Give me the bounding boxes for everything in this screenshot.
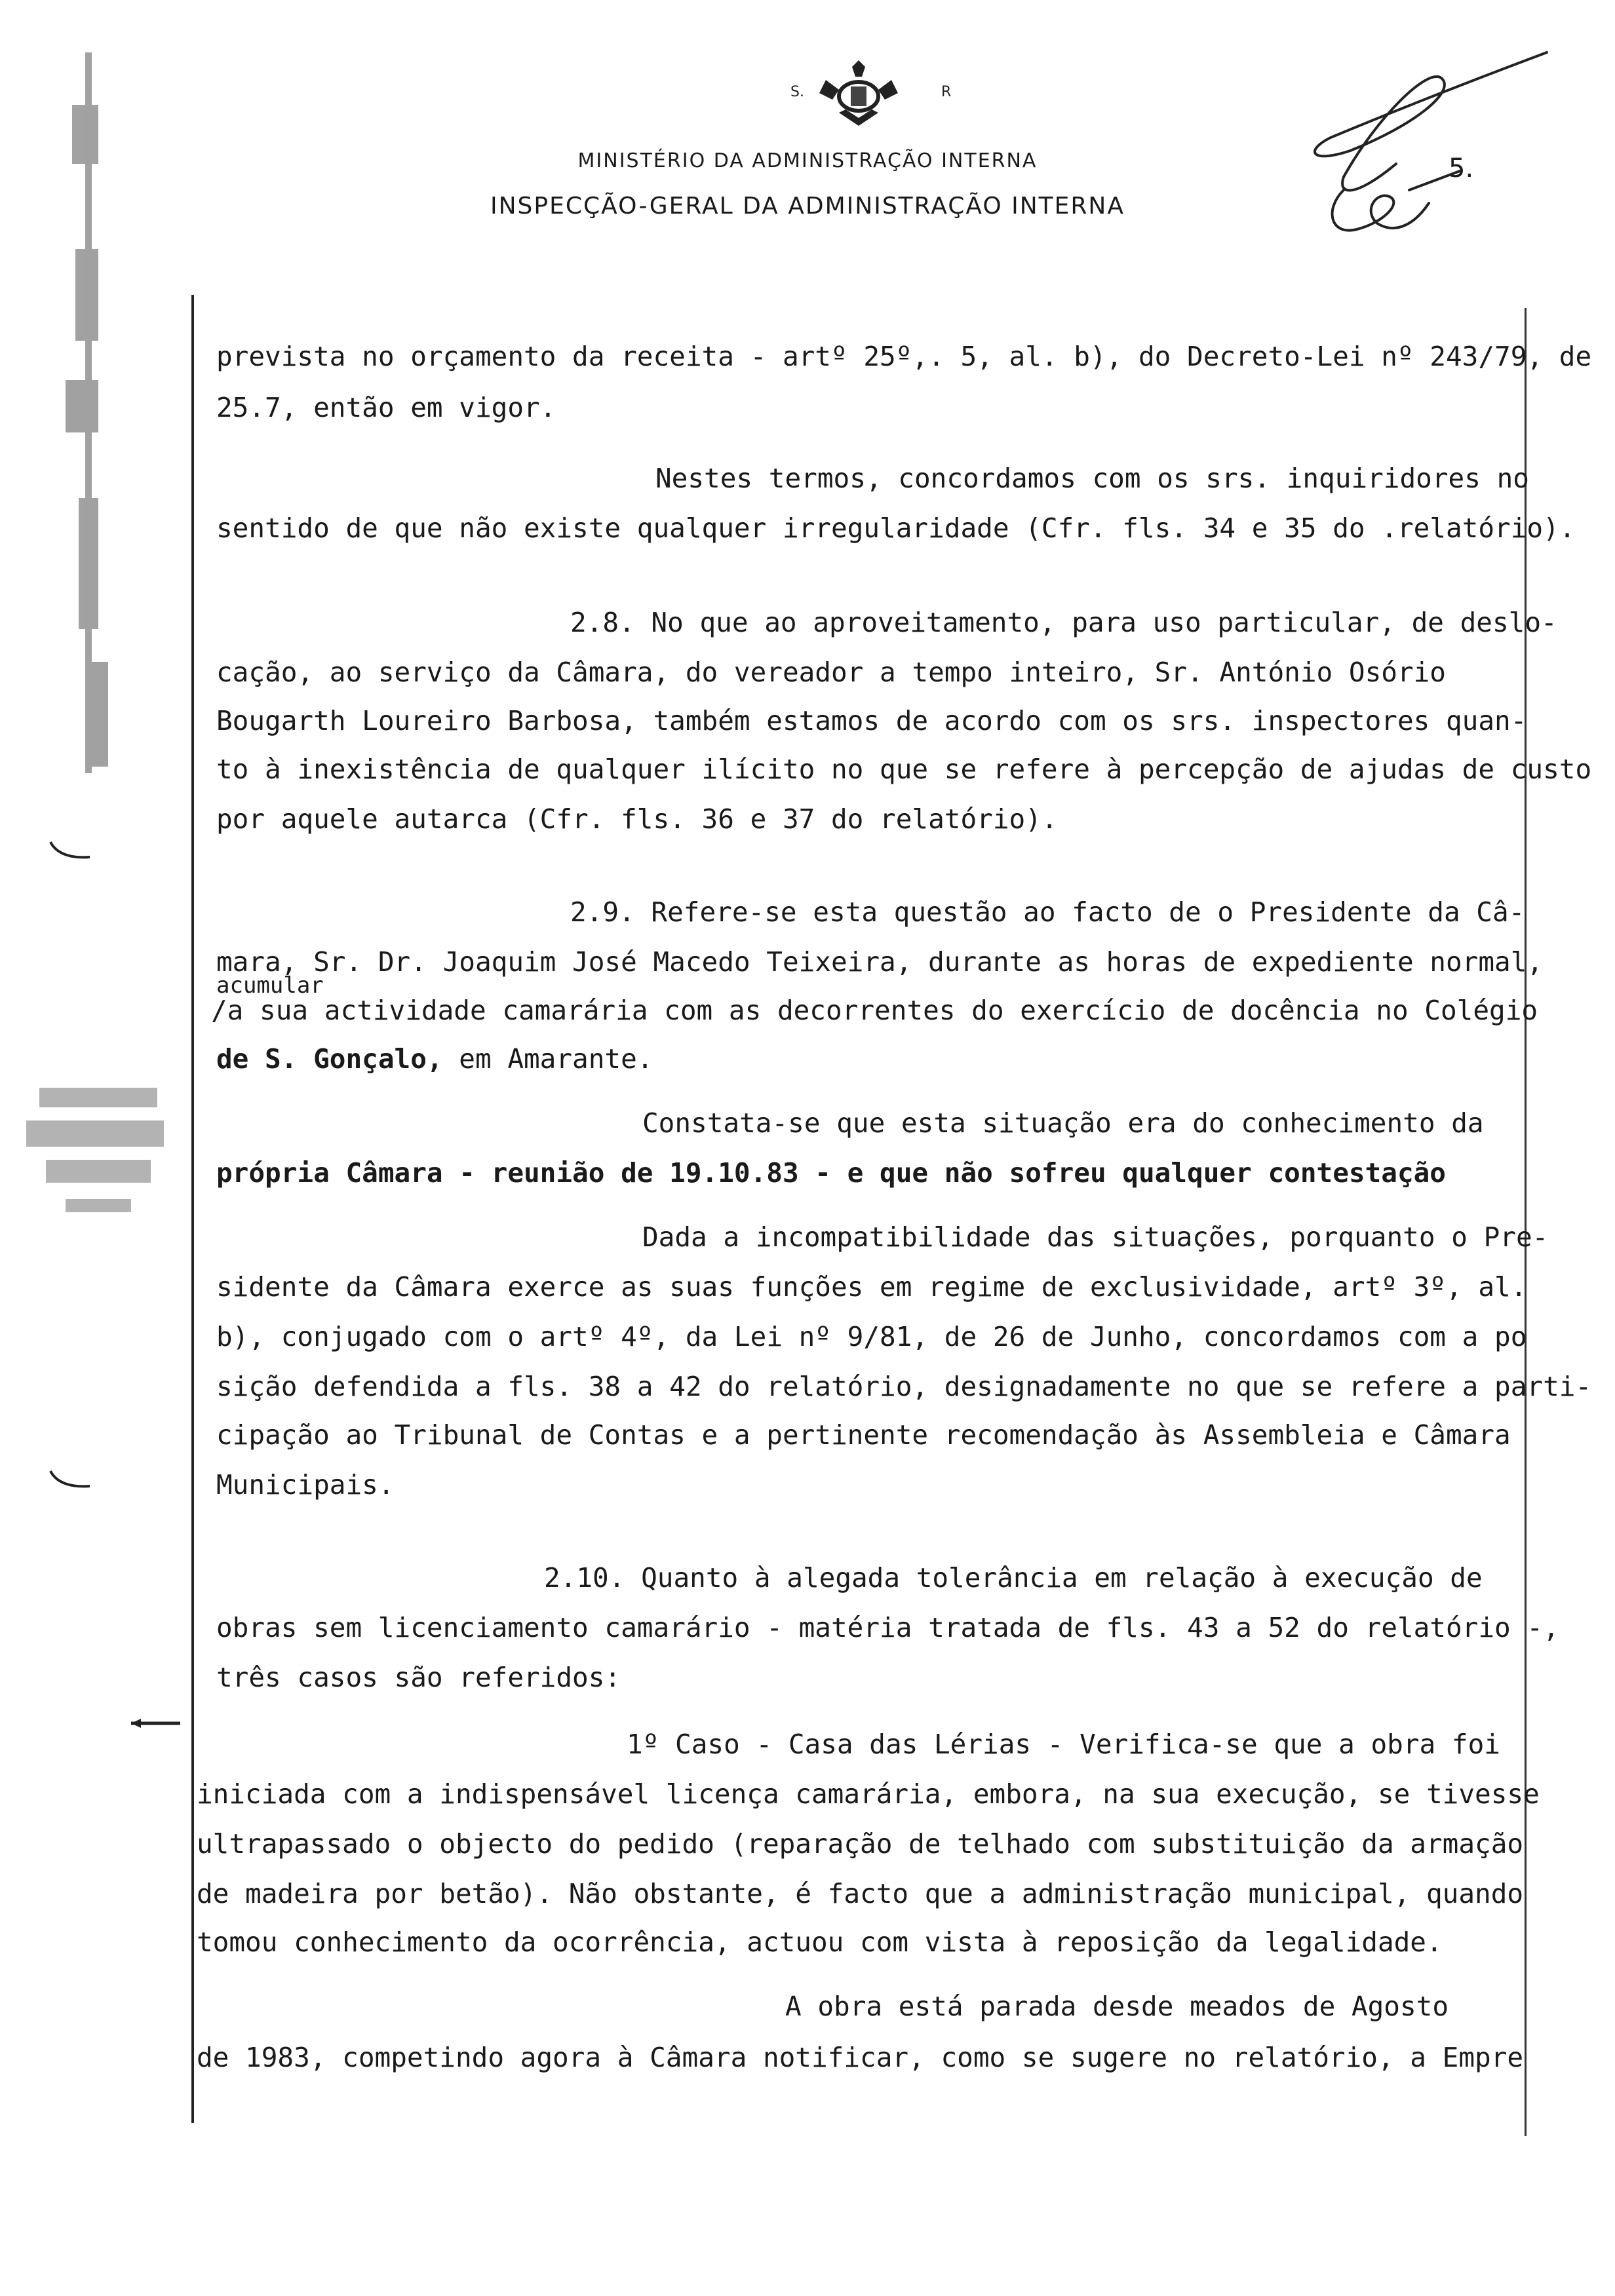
page-number: 5. (1449, 153, 1474, 183)
text-line: iniciada com a indispensável licença camarária, embora, na sua execução, se tivesse (197, 1778, 1540, 1810)
left-margin-rule (191, 295, 194, 2123)
margin-tick-mark (47, 839, 93, 865)
margin-arrow-mark (131, 1717, 184, 1730)
text-line (216, 1043, 653, 1075)
case-1-start: 1º Caso - Casa das Lérias - Verifica-se que a obra foi (627, 1729, 1500, 1760)
coat-of-arms-emblem (813, 60, 905, 132)
text-line-bold: própria Câmara - reunião de 19.10.83 - e que não sofreu qualquer contestação (216, 1157, 1446, 1189)
text-line: to à inexistência de qualquer ilícito no que se refere à percepção de ajudas de custo (216, 754, 1592, 785)
text-line: sentido de que não existe qualquer irregularidade (Cfr. fls. 34 e 35 do .relatório). (216, 512, 1576, 544)
text-line: 25.7, então em vigor. (216, 392, 556, 423)
handwritten-insertion: acumular (216, 972, 324, 999)
scan-smudge (26, 1075, 177, 1271)
text-line: sidente da Câmara exerce as suas funções em regime de exclusividade, artº 3º, al. (216, 1271, 1527, 1303)
text-line: mara, Sr. Dr. Joaquim José Macedo Teixeira, durante as horas de expediente normal, (216, 946, 1544, 978)
text-line: cação, ao serviço da Câmara, do vereador a tempo inteiro, Sr. António Osório (216, 657, 1446, 688)
text-line: b), conjugado com o artº 4º, da Lei nº 9/81, de 26 de Junho, concordamos com a po (216, 1321, 1527, 1352)
bold-place-name: de S. Gonçalo, (216, 1043, 443, 1075)
section-2-8-start: 2.8. No que ao aproveitamento, para uso particular, de deslo- (570, 607, 1557, 638)
text-line: Bougarth Loureiro Barbosa, também estamos de acordo com os srs. inspectores quan- (216, 705, 1527, 737)
emblem-letter-r: R (941, 84, 952, 100)
text-line: /a sua actividade camarária com as decorrentes do exercício de docência no Colégio (211, 995, 1538, 1026)
section-2-9-start: 2.9. Refere-se esta questão ao facto de o Presidente da Câ- (570, 896, 1525, 928)
margin-tick-mark (47, 1468, 93, 1494)
text-line: tomou conhecimento da ocorrência, actuou com vista à reposição da legalidade. (197, 1926, 1443, 1958)
text-line: sição defendida a fls. 38 a 42 do relatório, designadamente no que se refere a parti- (216, 1371, 1592, 1402)
text-line: de madeira por betão). Não obstante, é facto que a administração municipal, quando (197, 1878, 1524, 1909)
text-line: Municipais. (216, 1469, 395, 1501)
text-line: A obra está parada desde meados de Agosto (785, 1991, 1449, 2022)
text-line: Constata-se que esta situação era do conhecimento da (642, 1107, 1484, 1139)
scan-edge-noise (66, 39, 138, 793)
text-fragment: em Amarante. (442, 1043, 653, 1075)
text-line: três casos são referidos: (216, 1662, 621, 1693)
text-line: por aquele autarca (Cfr. fls. 36 e 37 do relatório). (216, 803, 1058, 835)
emblem-letter-s: S. (790, 84, 804, 100)
text-line: de 1983, competindo agora à Câmara notificar, como se sugere no relatório, a Empre (197, 2042, 1524, 2073)
handwritten-signature (1245, 39, 1553, 262)
ministry-title: MINISTÉRIO DA ADMINISTRAÇÃO INTERNA (577, 149, 1038, 172)
text-line: Dada a incompatibilidade das situações, porquanto o Pre- (642, 1221, 1549, 1253)
inspection-title: INSPECÇÃO-GERAL DA ADMINISTRAÇÃO INTERNA (490, 193, 1125, 220)
text-line: Nestes termos, concordamos com os srs. inquiridores no (655, 463, 1529, 494)
section-2-10-start: 2.10. Quanto à alegada tolerância em relação à execução de (544, 1562, 1483, 1594)
text-line: ultrapassado o objecto do pedido (reparação de telhado com substituição da armação (197, 1828, 1524, 1860)
letterhead (0, 0, 1615, 236)
text-line: prevista no orçamento da receita - artº 25º,. 5, al. b), do Decreto-Lei nº 243/79, de (216, 341, 1592, 372)
text-line: obras sem licenciamento camarário - matéria tratada de fls. 43 a 52 do relatório -, (216, 1612, 1559, 1643)
text-line: cipação ao Tribunal de Contas e a pertinente recomendação às Assembleia e Câmara (216, 1419, 1511, 1451)
